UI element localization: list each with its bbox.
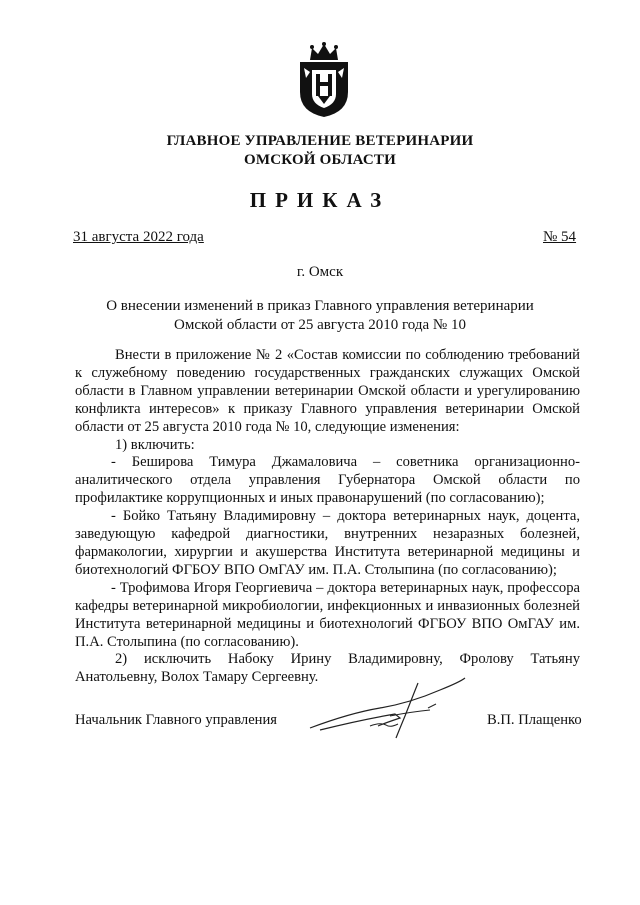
organization-region: ОМСКОЙ ОБЛАСТИ xyxy=(243,152,397,168)
document-body xyxy=(75,347,580,687)
document-subject-line1: О внесении изменений в приказ Главного управления ветеринарии xyxy=(106,298,534,314)
include-item-2: - Бойко Татьяну Владимировну – доктора ветеринарных наук, доцента, заведующую кафедрой диагностики, внутренних незаразных болезней, фармакологии, хирургии и акушерства Института ветеринарной медицины и биотехнологий ФГБОУ ВПО ОмГАУ им. П.А. Столыпина (по согласованию); xyxy=(75,508,580,578)
handwritten-signature-icon xyxy=(300,668,470,743)
signatory-name: В.П. Плащенко xyxy=(487,712,582,728)
include-item-1: - Беширова Тимура Джамаловича – советника организационно-аналитического отдела управления Губернатора Омской области по профилактике коррупционных и иных правонарушений (по согласованию); xyxy=(75,454,580,507)
item1-title: 1) включить: xyxy=(115,436,195,453)
body-intro: Внести в приложение № 2 «Состав комиссии по соблюдению требований к служебному поведению государственных гражданских служащих Омской области в Главном управлении ветеринарии Омской области и урегулированию конфликта интересов» к приказу Главного управления ветеринарии Омской области от 25 августа 2010 года № 10, следующие изменения: xyxy=(75,347,580,435)
document-number: № 54 xyxy=(543,229,577,245)
document-date: 31 августа 2022 года xyxy=(73,229,204,245)
signatory-role: Начальник Главного управления xyxy=(75,712,278,728)
document-type: ПРИКАЗ xyxy=(249,188,391,212)
organization-title: ГЛАВНОЕ УПРАВЛЕНИЕ ВЕТЕРИНАРИИ xyxy=(166,133,474,149)
include-item-3: - Трофимова Игоря Георгиевича – доктора ветеринарных наук, профессора кафедры ветеринарной микробиологии, инфекционных и инвазионных болезней Института ветеринарной медицины и биотехнологий ФГБОУ ВПО ОмГАУ им. П.А. Столыпина (по согласованию). xyxy=(75,579,580,650)
document-subject-line2: Омской области от 25 августа 2010 года № 10 xyxy=(174,317,466,333)
document-city: г. Омск xyxy=(296,264,344,280)
coat-of-arms-icon xyxy=(296,42,352,118)
item2-exclude: 2) исключить Набоку Ирину Владимировну, Фролову Татьяну Анатольевну, Волох Тамару Сергеевну. xyxy=(75,651,580,686)
